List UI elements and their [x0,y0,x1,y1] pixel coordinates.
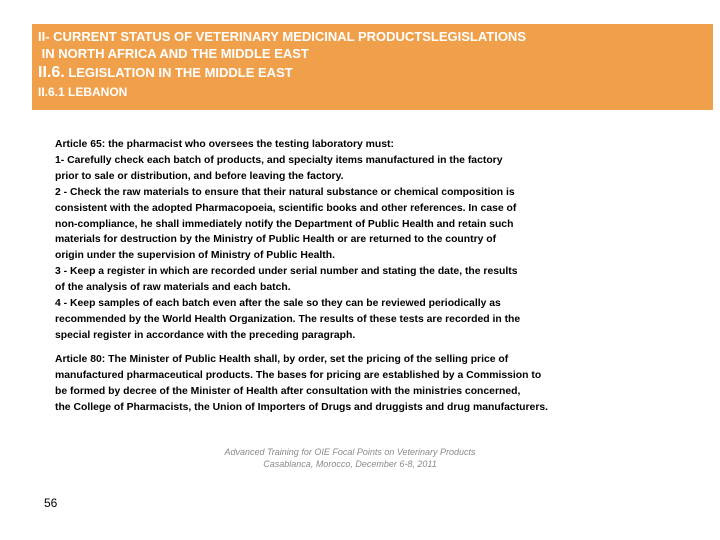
article-65-line: materials for destruction by the Ministry of Public Health or are returned to the country of [55,234,497,246]
article-65-line: recommended by the World Health Organization. The results of these tests are recorded in the [55,313,521,325]
page-number: 56 [44,496,58,510]
paragraph-gap [55,344,655,352]
article-65-line: 2 - Check the raw materials to ensure that their natural substance or chemical composition is [55,186,515,198]
article-65-line: prior to sale or distribution, and before leaving the factory. [55,170,344,182]
header-line-2 [38,45,713,62]
footer-line-1: Advanced Training for OIE Focal Points on Veterinary Products [224,447,476,457]
section-number: II.6. [38,64,65,81]
article-80-line: manufactured pharmaceutical products. The bases for pricing are established by a Commission to [55,369,542,381]
article-65-line: of the analysis of raw materials and each batch. [55,282,291,294]
section-title: LEGISLATION IN THE MIDDLE EAST [68,65,293,80]
header-line-3 [38,62,713,84]
footer-line-2: Casablanca, Morocco, December 6-8, 2011 [263,458,437,469]
article-80 [55,352,655,416]
slide-footer [150,447,550,470]
article-65-line: special register in accordance with the preceding paragraph. [55,329,356,341]
header-line-1: II- CURRENT STATUS OF VETERINARY MEDICINAL PRODUCTSLEGISLATIONS [38,29,526,44]
article-65-line: 1- Carefully check each batch of products, and specialty items manufactured in the factory [55,154,503,166]
article-65-line: non-compliance, he shall immediately notify the Department of Public Health and retain such [55,218,514,230]
article-80-line: Article 80: The Minister of Public Health shall, by order, set the pricing of the selling price of [55,353,509,365]
slide-header [32,24,713,110]
article-65 [55,137,655,344]
slide-body [55,137,655,415]
article-65-line: 4 - Keep samples of each batch even after the sale so they can be reviewed periodically as [55,298,501,310]
article-80-line: be formed by decree of the Minister of Health after consultation with the ministries concerned, [55,385,521,397]
article-65-line: origin under the supervision of Ministry of Public Health. [55,250,335,262]
article-65-line: consistent with the adopted Pharmacopoeia, scientific books and other references. In case of [55,202,517,214]
article-80-line: the College of Pharmacists, the Union of Importers of Drugs and druggists and drug manufacturers. [55,401,549,413]
article-65-line: Article 65: the pharmacist who oversees the testing laboratory must: [55,139,394,150]
article-65-line: 3 - Keep a register in which are recorded under serial number and stating the date, the results [55,266,518,278]
header-line-2-text: IN NORTH AFRICA AND THE MIDDLE EAST [41,46,309,61]
subsection-title: II.6.1 LEBANON [38,85,128,99]
